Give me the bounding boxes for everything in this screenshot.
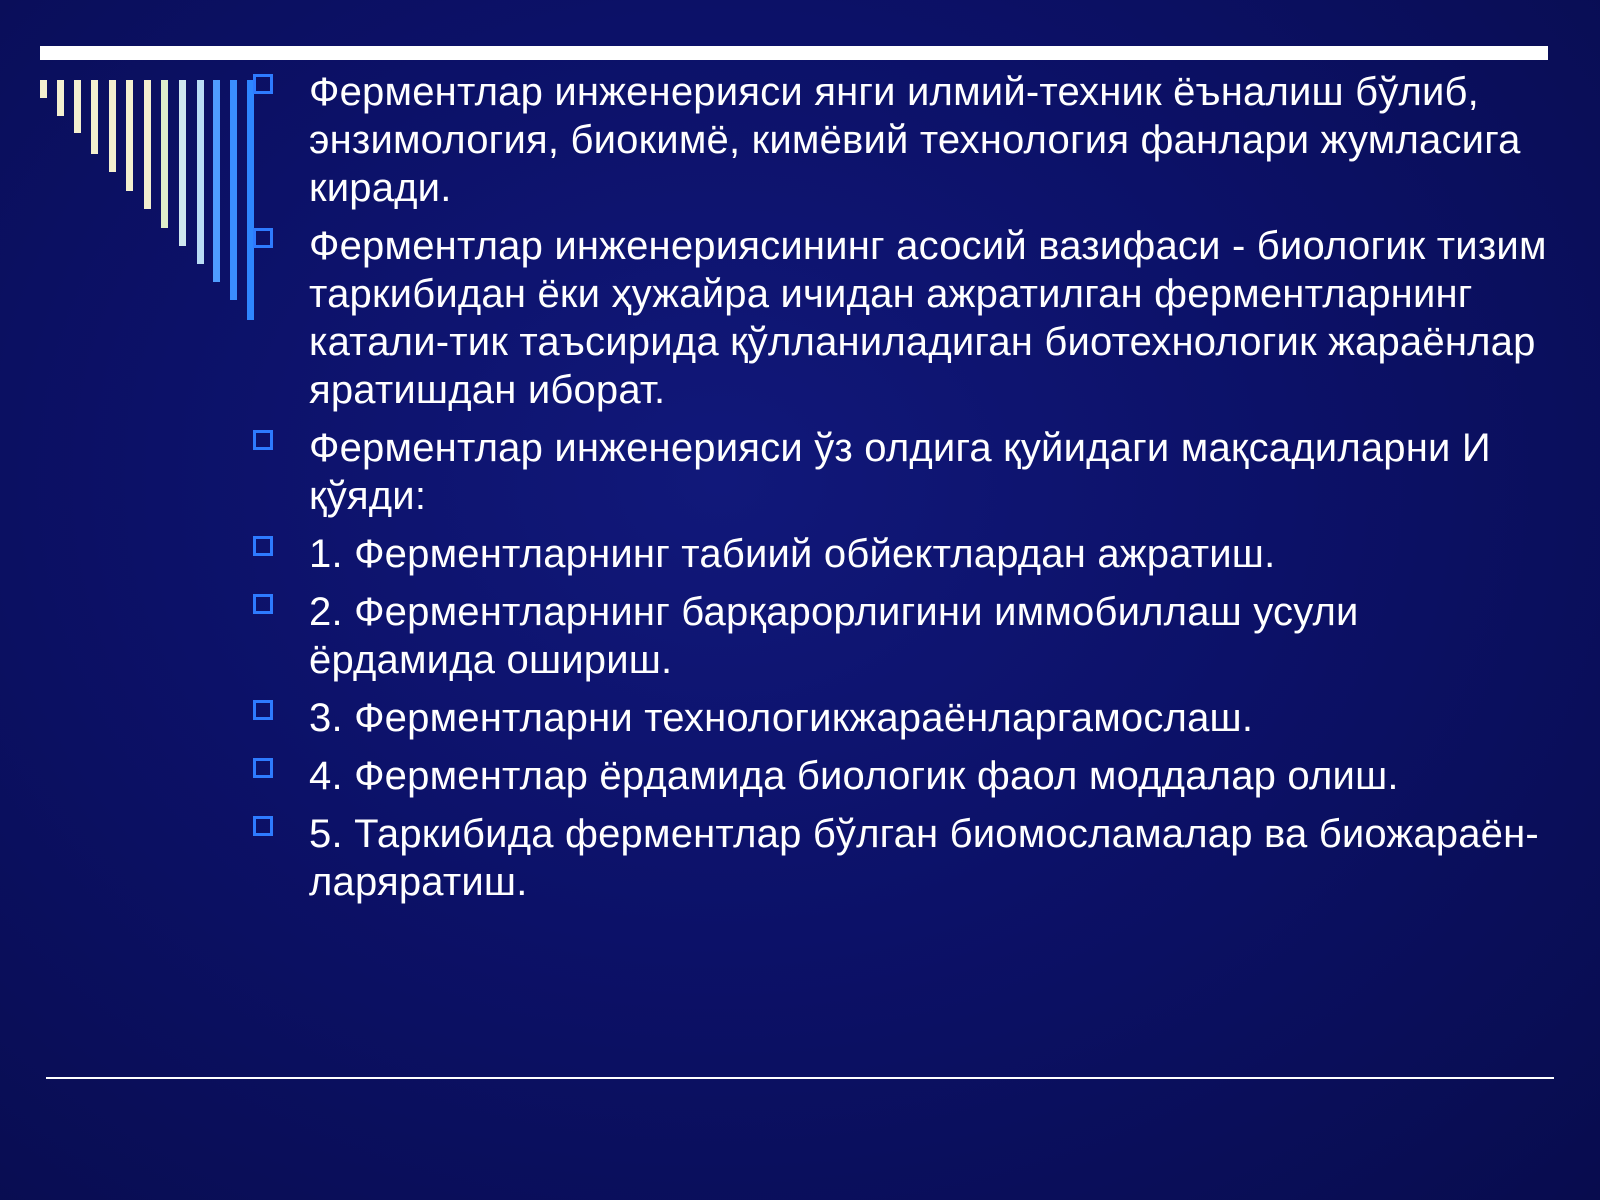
hollow-square-icon: [253, 536, 273, 556]
bullet-item: [250, 588, 1550, 684]
stripe: [161, 80, 168, 228]
bullet-text: 2. Ферментларнинг барқарорлигини иммобиллаш усули ёрдамида ошириш.: [309, 590, 1359, 682]
stripe: [91, 80, 98, 154]
bullet-item: [250, 424, 1550, 520]
hollow-square-icon: [253, 816, 273, 836]
decorative-stripes: [0, 0, 280, 330]
bullet-item: [250, 68, 1550, 212]
stripe: [197, 80, 204, 264]
bullet-text: 1. Ферментларнинг табиий обйектлардан ажратиш.: [309, 532, 1276, 576]
stripe: [230, 80, 237, 300]
hollow-square-icon: [253, 594, 273, 614]
stripe: [57, 80, 64, 116]
bullet-text: Ферментлар инженерияси янги илмий-техник ёъналиш бўлиб, энзимология, биокимё, кимёвий технология фанлари жумласига киради.: [309, 70, 1521, 210]
stripe: [109, 80, 116, 172]
bullet-item: [250, 810, 1550, 906]
hollow-square-icon: [253, 758, 273, 778]
hollow-square-icon: [253, 430, 273, 450]
stripe: [144, 80, 151, 209]
hollow-square-icon: [253, 228, 273, 248]
bullet-text: Ферментлар инженерияси ўз олдига қуйидаги мақсадиларни И қўяди:: [309, 426, 1491, 518]
stripe: [126, 80, 133, 191]
stripe: [179, 80, 186, 246]
bullet-item: [250, 530, 1550, 578]
bullet-text: 3. Ферментларни технологикжараёнларгамослаш.: [309, 696, 1254, 740]
bullet-text: Ферментлар инженериясининг асосий вазифаси - биологик тизим таркибидан ёки ҳужайра ичидан ажратилган ферментларнинг катали-тик таъсирида қўлланиладиган биотехнологик жараёнлар яратишдан иборат.: [309, 224, 1547, 412]
bullet-list: [250, 68, 1550, 916]
bullet-text: 5. Таркибида ферментлар бўлган биомосламалар ва биожараён-ларяратиш.: [309, 812, 1539, 904]
bullet-item: [250, 752, 1550, 800]
bullet-text: 4. Ферментлар ёрдамида биологик фаол моддалар олиш.: [309, 754, 1399, 798]
stripe: [213, 80, 220, 282]
stripe: [74, 80, 81, 133]
stripe: [40, 80, 47, 98]
hollow-square-icon: [253, 74, 273, 94]
hollow-square-icon: [253, 700, 273, 720]
bottom-rule: [46, 1077, 1554, 1079]
bullet-item: [250, 694, 1550, 742]
bullet-item: [250, 222, 1550, 414]
